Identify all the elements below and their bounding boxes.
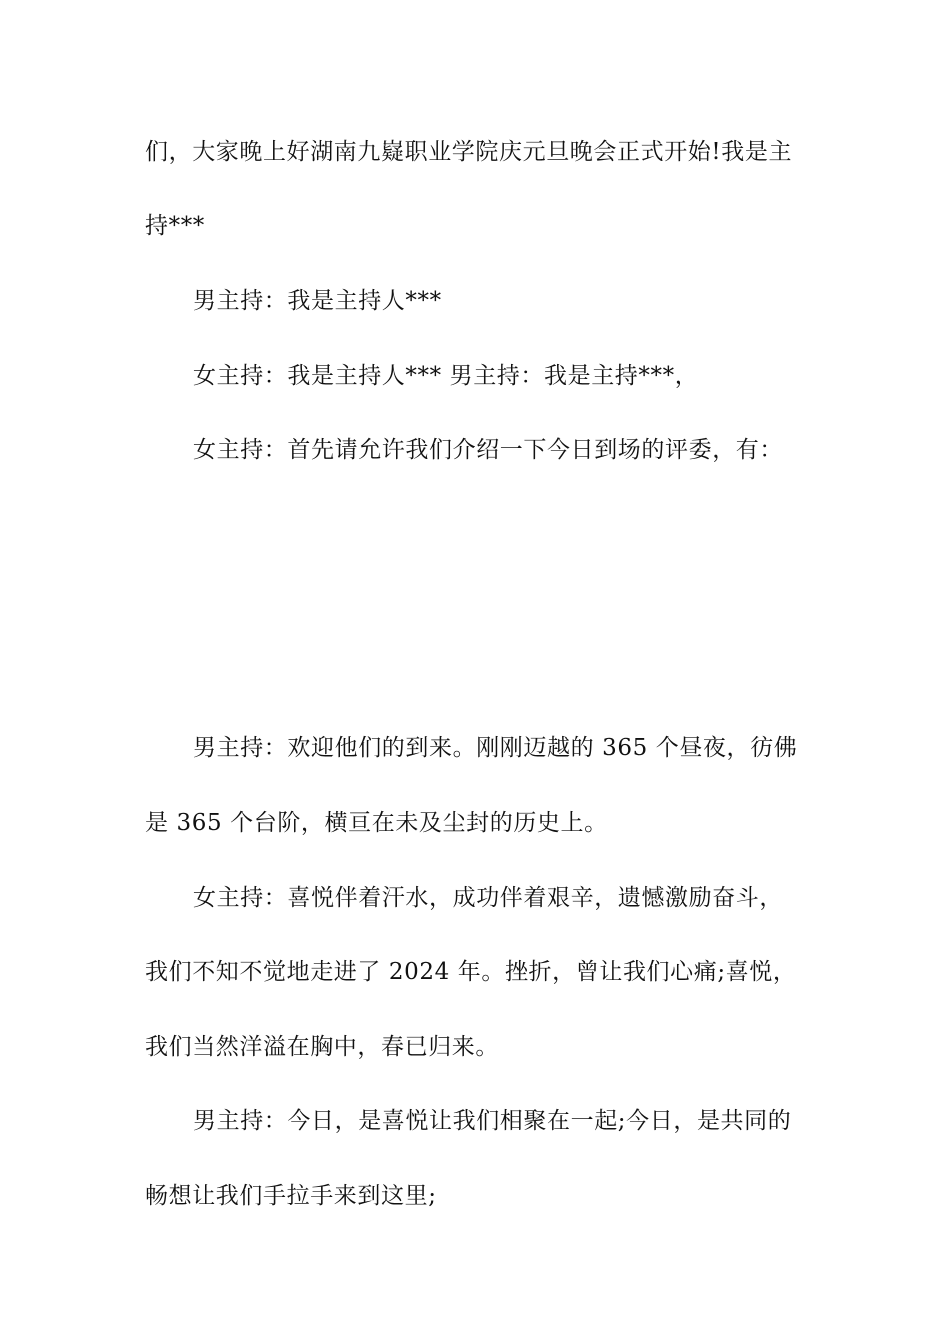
paragraph-line: 畅想让我们手拉手来到这里; xyxy=(145,1183,437,1209)
paragraph-line: 我们不知不觉地走进了 2024 年。挫折，曾让我们心痛;喜悦， xyxy=(145,959,797,985)
paragraph-line: 女主持：我是主持人*** 男主持：我是主持***， xyxy=(193,363,699,389)
paragraph-line: 男主持：我是主持人*** xyxy=(193,288,442,314)
paragraph-line: 们，大家晚上好湖南九嶷职业学院庆元旦晚会正式开始!我是主 xyxy=(145,139,793,165)
paragraph-line: 女主持：喜悦伴着汗水，成功伴着艰辛，遗憾激励奋斗， xyxy=(193,885,783,911)
paragraph-line: 男主持：今日，是喜悦让我们相聚在一起;今日，是共同的 xyxy=(193,1108,792,1134)
paragraph-line: 持*** xyxy=(145,213,205,239)
paragraph-line: 男主持：欢迎他们的到来。刚刚迈越的 365 个昼夜，彷佛 xyxy=(193,735,798,761)
paragraph-line: 是 365 个台阶，横亘在未及尘封的历史上。 xyxy=(145,810,608,836)
paragraph-line: 我们当然洋溢在胸中，春已归来。 xyxy=(145,1034,499,1060)
paragraph-line: 女主持：首先请允许我们介绍一下今日到场的评委，有： xyxy=(193,437,783,463)
